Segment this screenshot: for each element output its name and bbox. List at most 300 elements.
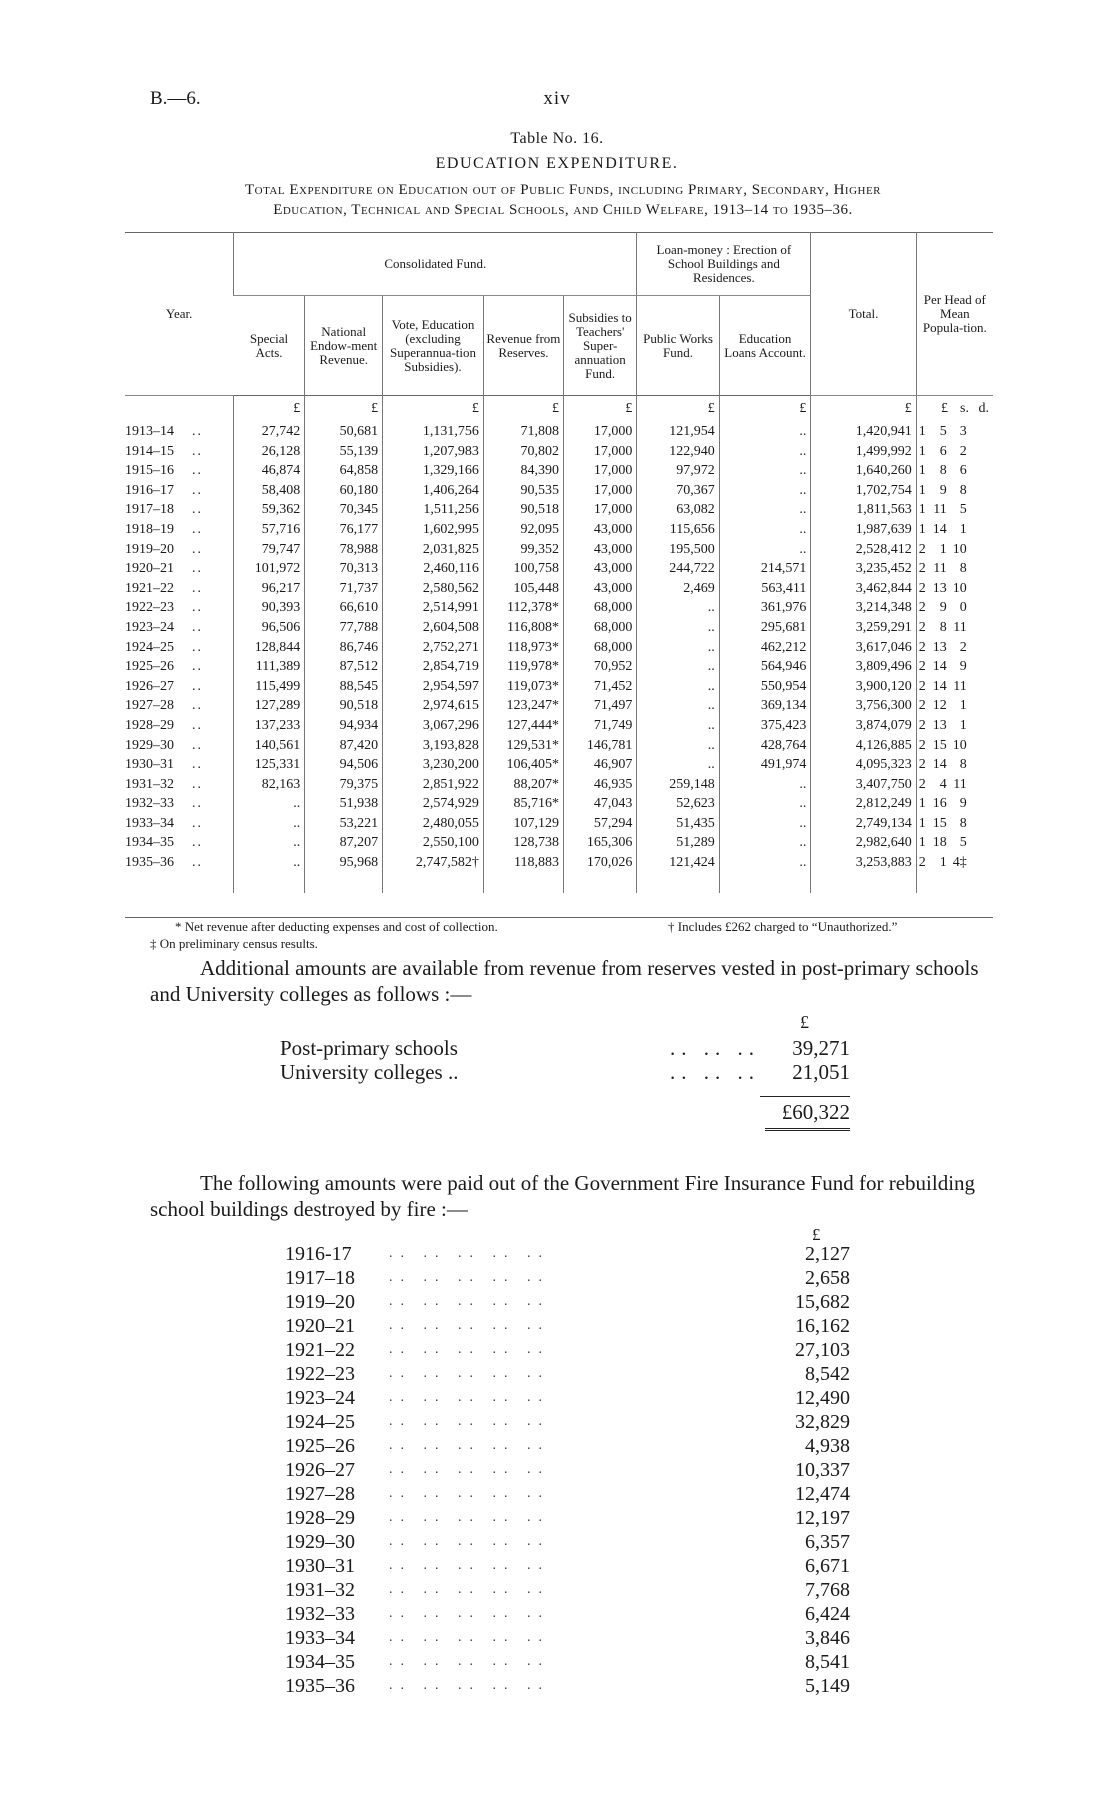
year-label: 1924–25 [125, 639, 174, 655]
list-item [285, 1674, 850, 1698]
unit-cell: £ [811, 396, 916, 423]
fire-value: 6,424 [805, 1603, 850, 1625]
special-cell: 90,393 [234, 598, 305, 618]
per-head-ph_s: 14 [932, 678, 947, 694]
el-cell: .. [719, 500, 811, 520]
subsidies-cell: 43,000 [564, 540, 637, 560]
fire-value: 12,474 [795, 1483, 850, 1505]
fire-year: 1926–27 [285, 1459, 355, 1481]
leader-dots: .. .. .. .. .. [389, 1414, 550, 1429]
per-head-cell [916, 657, 993, 677]
per-head-cell [916, 618, 993, 638]
national-cell: 88,545 [305, 677, 383, 697]
special-cell: 82,163 [234, 775, 305, 795]
vote-cell: 2,574,929 [383, 794, 484, 814]
year-cell: 1927–28 .. [125, 698, 203, 714]
list-item [285, 1314, 850, 1338]
el-cell: .. [719, 814, 811, 834]
per-head-ph_d: 1 [959, 521, 967, 537]
per-head-ph_l: 1 [918, 502, 926, 518]
reserves-value: 21,051 [792, 1060, 850, 1084]
year-label: 1919–20 [125, 541, 174, 557]
per-head-ph_l: 1 [918, 463, 926, 479]
unit-cell: £ [383, 396, 484, 423]
total-cell: 2,528,412 [811, 540, 916, 560]
fire-year: 1923–24 [285, 1387, 355, 1409]
leader-dots: .. .. .. .. .. [389, 1606, 550, 1621]
year-cell: 1923–24 .. [125, 619, 203, 635]
fire-year: 1921–22 [285, 1339, 355, 1361]
year-label: 1927–28 [125, 698, 174, 714]
vote-cell: 2,580,562 [383, 579, 484, 599]
total-cell: 3,756,300 [811, 696, 916, 716]
list-item [285, 1338, 850, 1362]
vote-cell: 1,207,983 [383, 442, 484, 462]
special-cell: 127,289 [234, 696, 305, 716]
list-item [285, 1434, 850, 1458]
pw-cell: 244,722 [637, 559, 719, 579]
national-cell: 78,988 [305, 540, 383, 560]
el-cell: 563,411 [719, 579, 811, 599]
subsidies-cell: 68,000 [564, 638, 637, 658]
el-cell: .. [719, 442, 811, 462]
table-row [125, 736, 993, 756]
special-cell: 59,362 [234, 500, 305, 520]
per-head-cell [916, 638, 993, 658]
unit-cell: £ [637, 396, 719, 423]
el-cell: 564,946 [719, 657, 811, 677]
table-row [125, 677, 993, 697]
fire-value: 12,490 [795, 1387, 850, 1409]
year-cell: 1913–14 .. [125, 424, 203, 439]
table-row [125, 442, 993, 462]
national-cell: 64,858 [305, 461, 383, 481]
unit-cell: £ [719, 396, 811, 423]
national-cell: 94,506 [305, 755, 383, 775]
el-cell: .. [719, 775, 811, 795]
footnote-dagger: † Includes £262 charged to “Unauthorized.” [668, 919, 898, 934]
year-cell: 1930–31 .. [125, 757, 203, 773]
per-head-ph_s: 1 [939, 855, 947, 871]
leader-dots: .. .. .. .. .. [389, 1390, 550, 1405]
unit-cell: £ [564, 396, 637, 423]
per-head-cell [916, 500, 993, 520]
vote-cell: 1,602,995 [383, 520, 484, 540]
fire-value: 7,768 [805, 1579, 850, 1601]
year-cell: 1928–29 .. [125, 717, 203, 733]
pw-cell: 259,148 [637, 775, 719, 795]
year-cell: 1921–22 .. [125, 580, 203, 596]
national-cell: 70,345 [305, 500, 383, 520]
pw-cell: 195,500 [637, 540, 719, 560]
fire-value: 6,357 [805, 1531, 850, 1553]
total-cell: 4,126,885 [811, 736, 916, 756]
per-head-ph_d: 3 [959, 424, 967, 439]
vote-cell: 3,193,828 [383, 736, 484, 756]
list-item [285, 1626, 850, 1650]
per-head-ph_d: 11 [953, 678, 967, 694]
list-item [285, 1362, 850, 1386]
el-cell: .. [719, 853, 811, 893]
year-label: 1914–15 [125, 443, 174, 459]
year-label: 1931–32 [125, 776, 174, 792]
per-head-ph_s: 15 [932, 815, 947, 831]
per-head-cell [916, 736, 993, 756]
el-cell: .. [719, 481, 811, 501]
col-education-loans: Education Loans Account. [719, 296, 811, 396]
el-cell: 462,212 [719, 638, 811, 658]
vote-cell: 2,604,508 [383, 618, 484, 638]
vote-cell: 2,974,615 [383, 696, 484, 716]
fire-year: 1924–25 [285, 1411, 355, 1433]
table-row [125, 716, 993, 736]
pw-cell: .. [637, 716, 719, 736]
unit-cell-lsd [916, 396, 993, 423]
total-cell: 1,987,639 [811, 520, 916, 540]
national-cell: 77,788 [305, 618, 383, 638]
year-cell: 1933–34 .. [125, 815, 203, 831]
col-total: Total. [811, 233, 916, 396]
subsidies-cell: 70,952 [564, 657, 637, 677]
reserves-total: £60,322 [781, 1100, 850, 1124]
national-cell: 70,313 [305, 559, 383, 579]
year-cell: 1920–21 .. [125, 561, 203, 577]
total-cell: 3,259,291 [811, 618, 916, 638]
national-cell: 87,207 [305, 833, 383, 853]
revenue-cell: 119,978* [483, 657, 563, 677]
pw-cell: 51,435 [637, 814, 719, 834]
per-head-ph_d: 1 [959, 698, 967, 714]
year-cell: 1929–30 .. [125, 737, 203, 753]
subsidies-cell: 71,497 [564, 696, 637, 716]
per-head-ph_l: 1 [918, 482, 926, 498]
revenue-cell: 112,378* [483, 598, 563, 618]
revenue-cell: 128,738 [483, 833, 563, 853]
vote-cell: 2,851,922 [383, 775, 484, 795]
per-head-cell [916, 677, 993, 697]
national-cell: 87,512 [305, 657, 383, 677]
fire-year: 1929–30 [285, 1531, 355, 1553]
leader-dots: .. .. .. .. .. [389, 1246, 550, 1261]
revenue-cell: 70,802 [483, 442, 563, 462]
per-head-ph_d: 10 [952, 541, 967, 557]
total-cell: 3,617,046 [811, 638, 916, 658]
total-cell: 2,812,249 [811, 794, 916, 814]
fire-year: 1920–21 [285, 1315, 355, 1337]
col-year: Year. [125, 233, 234, 396]
year-label: 1917–18 [125, 502, 174, 518]
table-row [125, 794, 993, 814]
list-item [285, 1650, 850, 1674]
special-cell: 27,742 [234, 422, 305, 442]
subsidies-cell: 43,000 [564, 579, 637, 599]
list-item [285, 1578, 850, 1602]
fire-value: 16,162 [795, 1315, 850, 1337]
per-head-cell [916, 520, 993, 540]
fire-year: 1931–32 [285, 1579, 355, 1601]
fire-year: 1917–18 [285, 1267, 355, 1289]
list-item [285, 1290, 850, 1314]
year-cell: 1917–18 .. [125, 502, 203, 518]
el-cell: .. [719, 461, 811, 481]
fire-year: 1932–33 [285, 1603, 355, 1625]
subsidies-cell: 146,781 [564, 736, 637, 756]
per-head-ph_l: 2 [918, 659, 926, 675]
table-row [125, 481, 993, 501]
year-label: 1928–29 [125, 717, 174, 733]
total-cell: 3,235,452 [811, 559, 916, 579]
footnote-ddagger: ‡ On preliminary census results. [150, 936, 318, 951]
special-cell: 101,972 [234, 559, 305, 579]
per-head-ph_s: 14 [932, 757, 947, 773]
year-cell: 1931–32 .. [125, 776, 203, 792]
revenue-cell: 92,095 [483, 520, 563, 540]
page-ref: B.—6. [150, 88, 201, 109]
special-cell: 79,747 [234, 540, 305, 560]
total-cell: 3,900,120 [811, 677, 916, 697]
fire-year: 1925–26 [285, 1435, 355, 1457]
subsidies-cell: 17,000 [564, 442, 637, 462]
fire-value: 15,682 [795, 1291, 850, 1313]
el-cell: .. [719, 422, 811, 442]
national-cell: 71,737 [305, 579, 383, 599]
per-head-ph_l: 2 [918, 776, 926, 792]
per-head-cell [916, 461, 993, 481]
subtitle-line-2: Education, Technical and Special Schools, and Child Welfare, 1913–14 to 1935–36. [273, 202, 853, 218]
table-row [125, 500, 993, 520]
fire-year: 1927–28 [285, 1483, 355, 1505]
per-head-ph_s: 12 [932, 698, 947, 714]
el-cell: 491,974 [719, 755, 811, 775]
revenue-cell: 88,207* [483, 775, 563, 795]
reserves-paragraph: Additional amounts are available from revenue from reserves vested in post-primary schools and University colleges as follows :— [150, 956, 979, 1006]
el-cell: 428,764 [719, 736, 811, 756]
revenue-cell: 85,716* [483, 794, 563, 814]
vote-cell: 1,131,756 [383, 422, 484, 442]
per-head-ph_l: 2 [918, 619, 926, 635]
per-head-cell [916, 833, 993, 853]
col-subsidies: Subsidies to Teachers' Super-annuation Fund. [564, 296, 637, 396]
per-head-ph_d: 8 [959, 757, 967, 773]
fire-year: 1928–29 [285, 1507, 355, 1529]
per-head-ph_l: 2 [918, 541, 926, 557]
per-head-ph_s: 8 [939, 619, 947, 635]
table-row [125, 559, 993, 579]
special-cell: .. [234, 833, 305, 853]
per-head-ph_l: 2 [918, 678, 926, 694]
pw-cell: .. [637, 677, 719, 697]
subsidies-cell: 43,000 [564, 559, 637, 579]
list-item [285, 1458, 850, 1482]
per-head-ph_s: 18 [932, 835, 947, 851]
subsidies-cell: 43,000 [564, 520, 637, 540]
per-head-cell [916, 540, 993, 560]
special-cell: 58,408 [234, 481, 305, 501]
total-double-rule [765, 1128, 850, 1131]
subsidies-cell: 46,907 [564, 755, 637, 775]
fire-value: 32,829 [795, 1411, 850, 1433]
vote-cell: 2,747,582† [383, 853, 484, 893]
year-label: 1934–35 [125, 835, 174, 851]
table-row [125, 696, 993, 716]
vote-cell: 2,031,825 [383, 540, 484, 560]
table-row [125, 853, 993, 893]
vote-cell: 1,511,256 [383, 500, 484, 520]
special-cell: 57,716 [234, 520, 305, 540]
leader-dots: .. .. .. [670, 1036, 760, 1060]
year-cell: 1918–19 .. [125, 521, 203, 537]
subsidies-cell: 165,306 [564, 833, 637, 853]
special-cell: 115,499 [234, 677, 305, 697]
special-cell: .. [234, 853, 305, 893]
national-cell: 55,139 [305, 442, 383, 462]
reserves-unit: £ [800, 1012, 809, 1032]
pw-cell: .. [637, 657, 719, 677]
pw-cell: .. [637, 755, 719, 775]
year-label: 1920–21 [125, 561, 174, 577]
leader-dots: .. .. .. .. .. [389, 1318, 550, 1333]
list-item [285, 1482, 850, 1506]
total-cell: 3,462,844 [811, 579, 916, 599]
fire-value: 5,149 [805, 1675, 850, 1697]
fire-year: 1916-17 [285, 1243, 352, 1265]
per-head-cell [916, 775, 993, 795]
revenue-cell: 116,808* [483, 618, 563, 638]
table-row [125, 461, 993, 481]
leader-dots: .. .. .. .. .. [389, 1438, 550, 1453]
national-cell: 50,681 [305, 422, 383, 442]
subsidies-cell: 17,000 [564, 500, 637, 520]
leader-dots: .. .. .. .. .. [389, 1270, 550, 1285]
year-cell: 1922–23 .. [125, 600, 203, 616]
year-label: 1918–19 [125, 521, 174, 537]
per-head-cell [916, 814, 993, 834]
list-item [285, 1554, 850, 1578]
per-head-cell [916, 481, 993, 501]
total-cell: 1,499,992 [811, 442, 916, 462]
leader-dots: .. .. .. .. .. [389, 1510, 550, 1525]
per-head-ph_s: 13 [932, 639, 947, 655]
fire-value: 10,337 [795, 1459, 850, 1481]
revenue-cell: 106,405* [483, 755, 563, 775]
special-cell: 137,233 [234, 716, 305, 736]
national-cell: 86,746 [305, 638, 383, 658]
list-item [285, 1386, 850, 1410]
per-head-ph_l: 2 [918, 717, 926, 733]
pw-cell: 121,424 [637, 853, 719, 893]
year-label: 1915–16 [125, 463, 174, 479]
revenue-cell: 99,352 [483, 540, 563, 560]
total-rule [760, 1096, 850, 1097]
footnote-star: * Net revenue after deducting expenses and cost of collection. [175, 919, 498, 934]
list-item [285, 1266, 850, 1290]
per-head-ph_d: 6 [959, 463, 967, 479]
per-head-ph_d: 0 [959, 600, 967, 616]
leader-dots: .. .. .. .. .. [389, 1558, 550, 1573]
year-label: 1916–17 [125, 482, 174, 498]
fire-year: 1933–34 [285, 1627, 355, 1649]
year-cell: 1932–33 .. [125, 796, 203, 812]
per-head-cell [916, 559, 993, 579]
special-cell: 96,506 [234, 618, 305, 638]
per-head-ph_l: 2 [918, 600, 926, 616]
leader-dots: .. .. .. .. .. [389, 1582, 550, 1597]
vote-cell: 2,480,055 [383, 814, 484, 834]
pw-cell: .. [637, 638, 719, 658]
revenue-cell: 107,129 [483, 814, 563, 834]
list-item [285, 1530, 850, 1554]
per-head-ph_s: 5 [939, 424, 947, 439]
total-cell: 3,809,496 [811, 657, 916, 677]
pw-cell: .. [637, 618, 719, 638]
year-cell: 1924–25 .. [125, 639, 203, 655]
year-label: 1925–26 [125, 659, 174, 675]
unit-cell: £ [234, 396, 305, 423]
leader-dots: .. .. .. .. .. [389, 1486, 550, 1501]
pw-cell: 70,367 [637, 481, 719, 501]
total-cell: 3,214,348 [811, 598, 916, 618]
per-head-ph_d: 1 [959, 717, 967, 733]
per-head-ph_s: 8 [939, 463, 947, 479]
national-cell: 60,180 [305, 481, 383, 501]
total-cell: 1,702,754 [811, 481, 916, 501]
year-cell: 1926–27 .. [125, 678, 203, 694]
per-head-ph_l: 1 [918, 521, 926, 537]
reserves-value: 39,271 [792, 1036, 850, 1060]
year-cell: 1916–17 .. [125, 482, 203, 498]
per-head-ph_l: 2 [918, 757, 926, 773]
year-label: 1930–31 [125, 757, 174, 773]
per-head-ph_d: 8 [959, 815, 967, 831]
year-cell: 1934–35 .. [125, 835, 203, 851]
subsidies-cell: 46,935 [564, 775, 637, 795]
per-head-ph_l: 1 [918, 424, 926, 439]
year-label: 1932–33 [125, 796, 174, 812]
pw-cell: 2,469 [637, 579, 719, 599]
per-head-cell [916, 696, 993, 716]
revenue-cell: 127,444* [483, 716, 563, 736]
revenue-cell: 90,535 [483, 481, 563, 501]
per-head-ph_d: 11 [953, 619, 967, 635]
special-cell: .. [234, 814, 305, 834]
special-cell: 46,874 [234, 461, 305, 481]
per-head-ph_d: 8 [959, 561, 967, 577]
unit-cell: £ [483, 396, 563, 423]
fire-year: 1934–35 [285, 1651, 355, 1673]
fire-value: 27,103 [795, 1339, 850, 1361]
table-row [125, 422, 993, 442]
subsidies-cell: 68,000 [564, 618, 637, 638]
per-head-ph_l: 2 [918, 580, 926, 596]
revenue-cell: 90,518 [483, 500, 563, 520]
fire-year: 1935–36 [285, 1675, 355, 1697]
leader-dots: .. .. .. .. .. [389, 1342, 550, 1357]
vote-cell: 2,752,271 [383, 638, 484, 658]
table-row [125, 657, 993, 677]
year-label: 1913–14 [125, 424, 174, 439]
table-row [125, 579, 993, 599]
fire-value: 12,197 [795, 1507, 850, 1529]
national-cell: 66,610 [305, 598, 383, 618]
year-label: 1926–27 [125, 678, 174, 694]
per-head-ph_s: 11 [933, 561, 947, 577]
unit-d: d. [978, 401, 989, 416]
subsidies-cell: 57,294 [564, 814, 637, 834]
list-item [280, 1060, 850, 1084]
fire-value: 3,846 [805, 1627, 850, 1649]
per-head-ph_d: 10 [952, 737, 967, 753]
national-cell: 90,518 [305, 696, 383, 716]
